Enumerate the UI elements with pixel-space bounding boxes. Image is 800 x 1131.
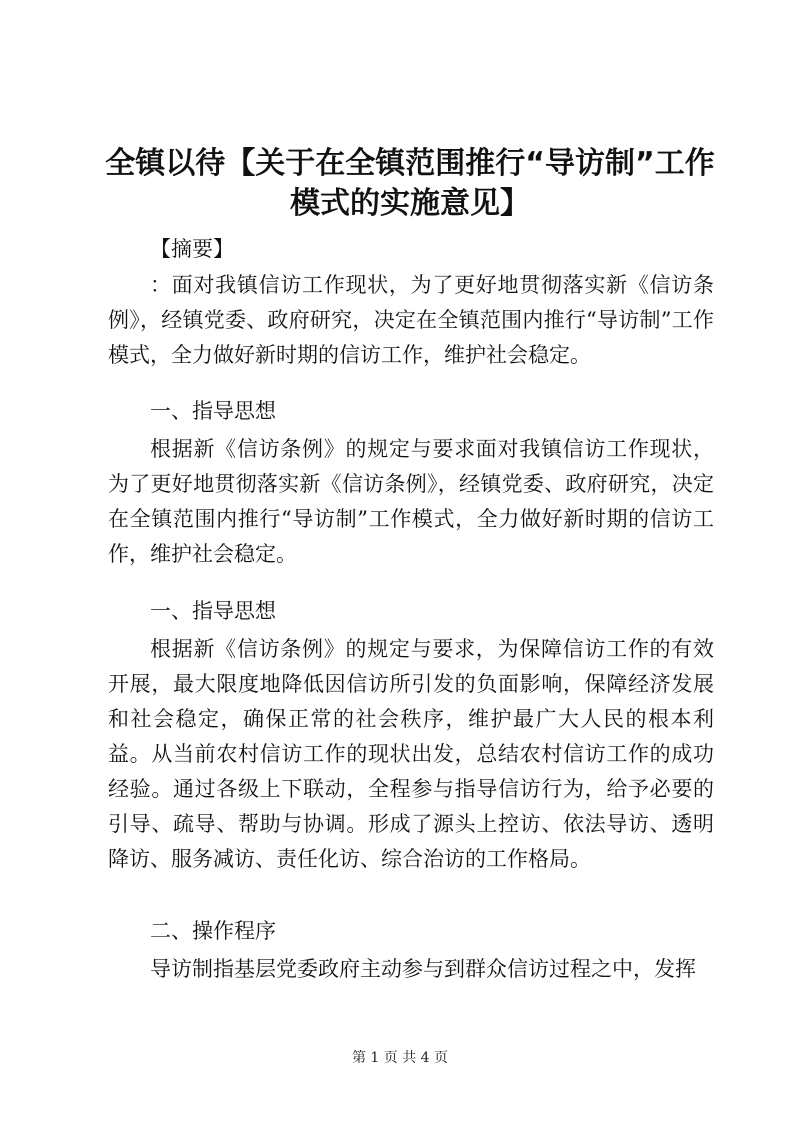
section-heading-guiding-thought: 一、指导思想 (150, 399, 276, 423)
section-heading-procedure: 二、操作程序 (150, 919, 276, 943)
procedure-paragraph: 导访制指基层党委政府主动参与到群众信访过程之中，发挥 (150, 957, 696, 981)
abstract-text: ：面对我镇信访工作现状，为了更好地贯彻落实新《信访条例》，经镇党委、政府研究，决定在全镇范围内推行“导访制”工作模式，全力做好新时期的信访工作，维护社会稳定。 (108, 273, 714, 367)
guiding-thought-paragraph-detail: 根据新《信访条例》的规定与要求，为保障信访工作的有效开展，最大限度地降低因信访所引发的负面影响，保障经济发展和社会稳定，确保正常的社会秩序，维护最广大人民的根本利益。从当前农村信访工作的现状出发，总结农村信访工作的成功经验。通过各级上下联动，全程参与指导信访行为，给予必要的引导、疏导、帮助与协调。形成了源头上控访、依法导访、透明降访、服务减访、责任化访、综合治访的工作格局。 (108, 637, 714, 871)
guiding-thought-paragraph: 根据新《信访条例》的规定与要求面对我镇信访工作现状，为了更好地贯彻落实新《信访条例》，经镇党委、政府研究，决定在全镇范围内推行“导访制”工作模式，全力做好新时期的信访工作，维护社会稳定。 (108, 437, 714, 566)
section-heading-guiding-thought-repeat: 一、指导思想 (150, 599, 276, 623)
page-number-footer: 第 1 页 共 4 页 (351, 1050, 449, 1066)
abstract-label: 【摘要】 (150, 237, 234, 261)
document-title: 全镇以待【关于在全镇范围推行“导访制”工作模式的实施意见】 (105, 146, 715, 221)
